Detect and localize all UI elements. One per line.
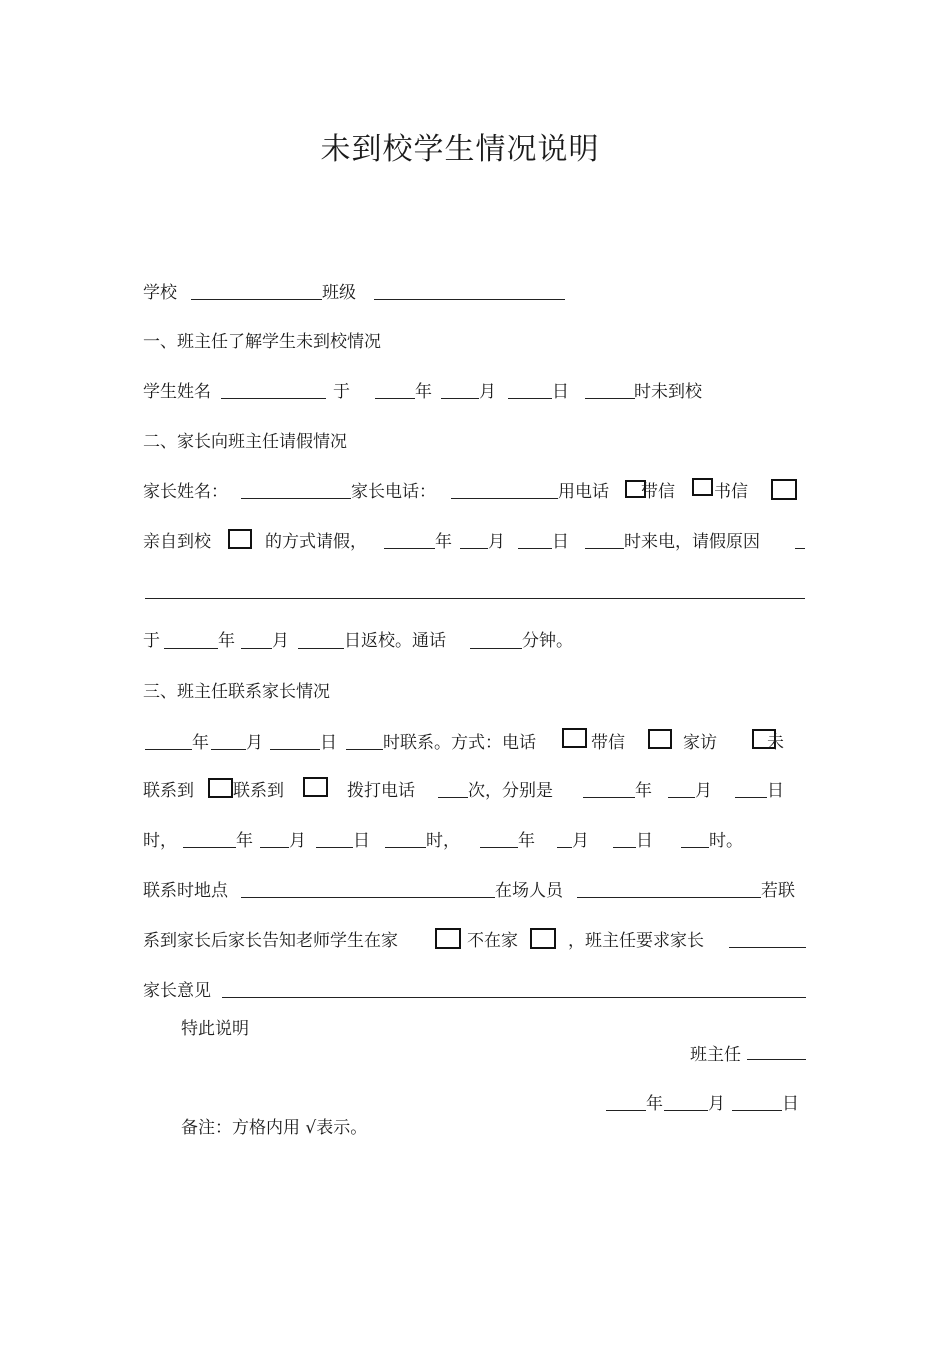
call1-hour-label: 时， (143, 831, 177, 851)
call-year-field[interactable] (384, 548, 435, 549)
class-field[interactable] (374, 299, 565, 300)
call3-month-field[interactable] (557, 847, 572, 848)
hereby-label: 特此说明 (181, 1019, 249, 1039)
minutes-label: 分钟。 (522, 631, 573, 651)
dial-label: 拨打电话 (347, 781, 415, 801)
leave-brought-letter-checkbox[interactable] (692, 478, 713, 496)
call3-hour-label: 时。 (709, 831, 743, 851)
call2-year-field[interactable] (183, 847, 236, 848)
contacted-checkbox[interactable] (303, 777, 328, 797)
call3-day-label: 日 (636, 831, 653, 851)
contact-year-label: 年 (192, 733, 209, 753)
dial-count-field[interactable] (438, 797, 468, 798)
call2-month-label: 月 (289, 831, 306, 851)
call3-year-field[interactable] (480, 847, 518, 848)
absent-hour-field[interactable] (585, 398, 635, 399)
call-year-label: 年 (435, 532, 452, 552)
leave-letter-checkbox[interactable] (771, 479, 797, 500)
not-contacted-checkbox[interactable] (208, 778, 233, 798)
parent-opinion-label: 家长意见 (143, 981, 211, 1001)
call2-day-label: 日 (353, 831, 370, 851)
absent-year-field[interactable] (375, 398, 415, 399)
sign-day-label: 日 (782, 1094, 799, 1114)
month-label: 月 (479, 382, 496, 402)
school-label: 学校 (143, 283, 177, 303)
contacted-label: 联系到 (233, 781, 284, 801)
call-day-field[interactable] (518, 548, 552, 549)
year-label: 年 (415, 382, 432, 402)
call3-day-field[interactable] (613, 847, 636, 848)
present-field[interactable] (577, 897, 761, 898)
method-leave-label: 的方式请假， (265, 532, 367, 552)
brought-letter-label: 带信 (641, 482, 675, 502)
call1-year-label: 年 (635, 781, 652, 801)
teacher-require-field[interactable] (729, 947, 806, 948)
school-field[interactable] (191, 299, 322, 300)
contact-phone-checkbox[interactable] (562, 728, 587, 748)
call-month-field[interactable] (460, 548, 488, 549)
present-label: 在场人员 (495, 881, 563, 901)
parent-phone-field[interactable] (451, 498, 558, 499)
in-person-label: 亲自到校 (143, 532, 211, 552)
parent-name-label: 家长姓名： (143, 482, 228, 502)
return-school-label: 日返校。通话 (344, 631, 446, 651)
times-label: 次，分别是 (468, 781, 553, 801)
page-title: 未到校学生情况说明 (320, 132, 600, 167)
call-day-label: 日 (552, 532, 569, 552)
return-month-field[interactable] (241, 648, 272, 649)
contact-day-field[interactable] (270, 749, 320, 750)
section-2-heading: 二、家长向班主任请假情况 (143, 432, 347, 452)
day-label: 日 (552, 382, 569, 402)
at-home-checkbox[interactable] (435, 928, 461, 949)
contact-month-field[interactable] (211, 749, 246, 750)
note-label: 备注：方格内用 √表示。 (181, 1118, 368, 1138)
contact-place-field[interactable] (241, 897, 495, 898)
call2-hour-field[interactable] (385, 847, 426, 848)
sign-year-label: 年 (646, 1094, 663, 1114)
contact-year-field[interactable] (145, 749, 192, 750)
sign-day-field[interactable] (732, 1110, 782, 1111)
call3-hour-field[interactable] (681, 847, 709, 848)
contact-hour-field[interactable] (346, 749, 383, 750)
call2-day-field[interactable] (316, 847, 353, 848)
call-hour-field[interactable] (585, 548, 624, 549)
call-minutes-field[interactable] (470, 648, 522, 649)
parent-opinion-field[interactable] (222, 997, 806, 998)
wei-label: 未 (767, 733, 784, 753)
sign-year-field[interactable] (606, 1110, 646, 1111)
sign-month-label: 月 (708, 1094, 725, 1114)
call-reason-label: 时来电，请假原因 (624, 532, 760, 552)
not-home-label: 不在家 (467, 931, 518, 951)
return-yu-label: 于 (143, 631, 160, 651)
call1-month-label: 月 (695, 781, 712, 801)
call2-month-field[interactable] (260, 847, 289, 848)
return-day-field[interactable] (298, 648, 344, 649)
call3-year-label: 年 (518, 831, 535, 851)
contact-letter-checkbox[interactable] (648, 729, 672, 749)
letter-label: 书信 (714, 482, 748, 502)
after-contact-label: 系到家长后家长告知老师学生在家 (143, 931, 398, 951)
call1-month-field[interactable] (668, 797, 695, 798)
contact-method-label: 时联系。方式：电话 (383, 733, 536, 753)
contact-day-label: 日 (320, 733, 337, 753)
not-contacted-label: 联系到 (143, 781, 194, 801)
contact-place-label: 联系时地点 (143, 881, 228, 901)
call3-month-label: 月 (572, 831, 589, 851)
contact-month-label: 月 (246, 733, 263, 753)
return-year-label: 年 (218, 631, 235, 651)
leave-in-person-checkbox[interactable] (228, 529, 252, 549)
leave-reason-field[interactable] (795, 548, 805, 549)
class-label: 班级 (322, 283, 356, 303)
contact-letter-label: 带信 (591, 733, 625, 753)
call1-day-field[interactable] (735, 797, 767, 798)
teacher-require-label: ，班主任要求家长 (568, 931, 704, 951)
call1-day-label: 日 (767, 781, 784, 801)
absent-month-field[interactable] (441, 398, 479, 399)
home-visit-label: 家访 (683, 733, 717, 753)
if-contact-label: 若联 (761, 881, 795, 901)
call2-year-label: 年 (236, 831, 253, 851)
parent-name-field[interactable] (241, 498, 351, 499)
absent-day-field[interactable] (508, 398, 552, 399)
not-at-home-checkbox[interactable] (530, 928, 556, 949)
by-phone-label: 用电话 (558, 482, 609, 502)
head-teacher-signature-field[interactable] (747, 1059, 806, 1060)
call-month-label: 月 (488, 532, 505, 552)
parent-phone-label: 家长电话： (351, 482, 436, 502)
sign-month-field[interactable] (664, 1110, 708, 1111)
section-3-heading: 三、班主任联系家长情况 (143, 682, 330, 702)
call2-hour-label: 时， (426, 831, 460, 851)
return-year-field[interactable] (164, 648, 218, 649)
section-1-heading: 一、班主任了解学生未到校情况 (143, 332, 381, 352)
student-name-label: 学生姓名 (143, 382, 211, 402)
absent-hour-label: 时未到校 (634, 382, 702, 402)
call1-year-field[interactable] (583, 797, 635, 798)
return-month-label: 月 (272, 631, 289, 651)
student-name-field[interactable] (221, 398, 326, 399)
yu-label: 于 (333, 382, 350, 402)
head-teacher-label: 班主任 (690, 1045, 741, 1065)
leave-reason-line[interactable] (145, 598, 805, 599)
